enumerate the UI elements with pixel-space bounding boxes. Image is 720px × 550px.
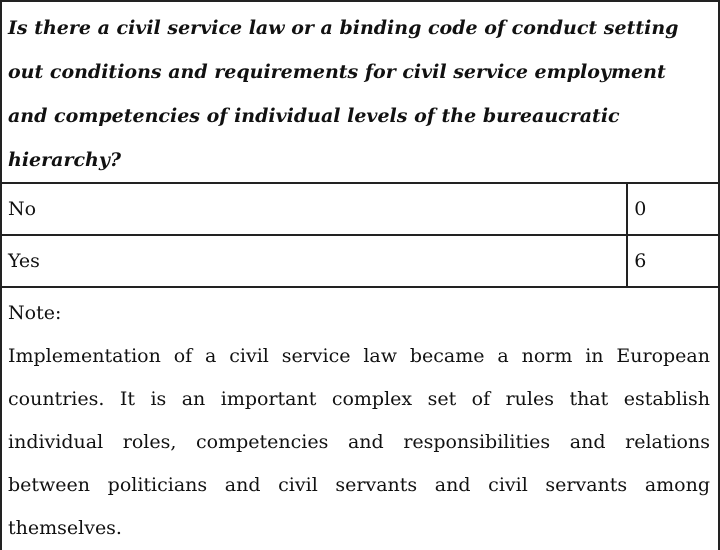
question-text: Is there a civil service law or a binding code of conduct setting out conditions and requirements for civil service employment and competencies of individual levels of the bureaucratic hierarchy? <box>8 17 679 171</box>
note-body: Implementation of a civil service law became a norm in European countries. It is an important complex set of rules that establish individual roles, competencies and responsibilities and relations between politicians and civil servants and civil servants among themselves. <box>8 345 710 539</box>
answer-label: No <box>1 183 627 235</box>
answer-value: 6 <box>627 235 719 287</box>
note-heading: Note: <box>8 302 62 324</box>
answer-label: Yes <box>1 235 627 287</box>
answer-value: 0 <box>627 183 719 235</box>
